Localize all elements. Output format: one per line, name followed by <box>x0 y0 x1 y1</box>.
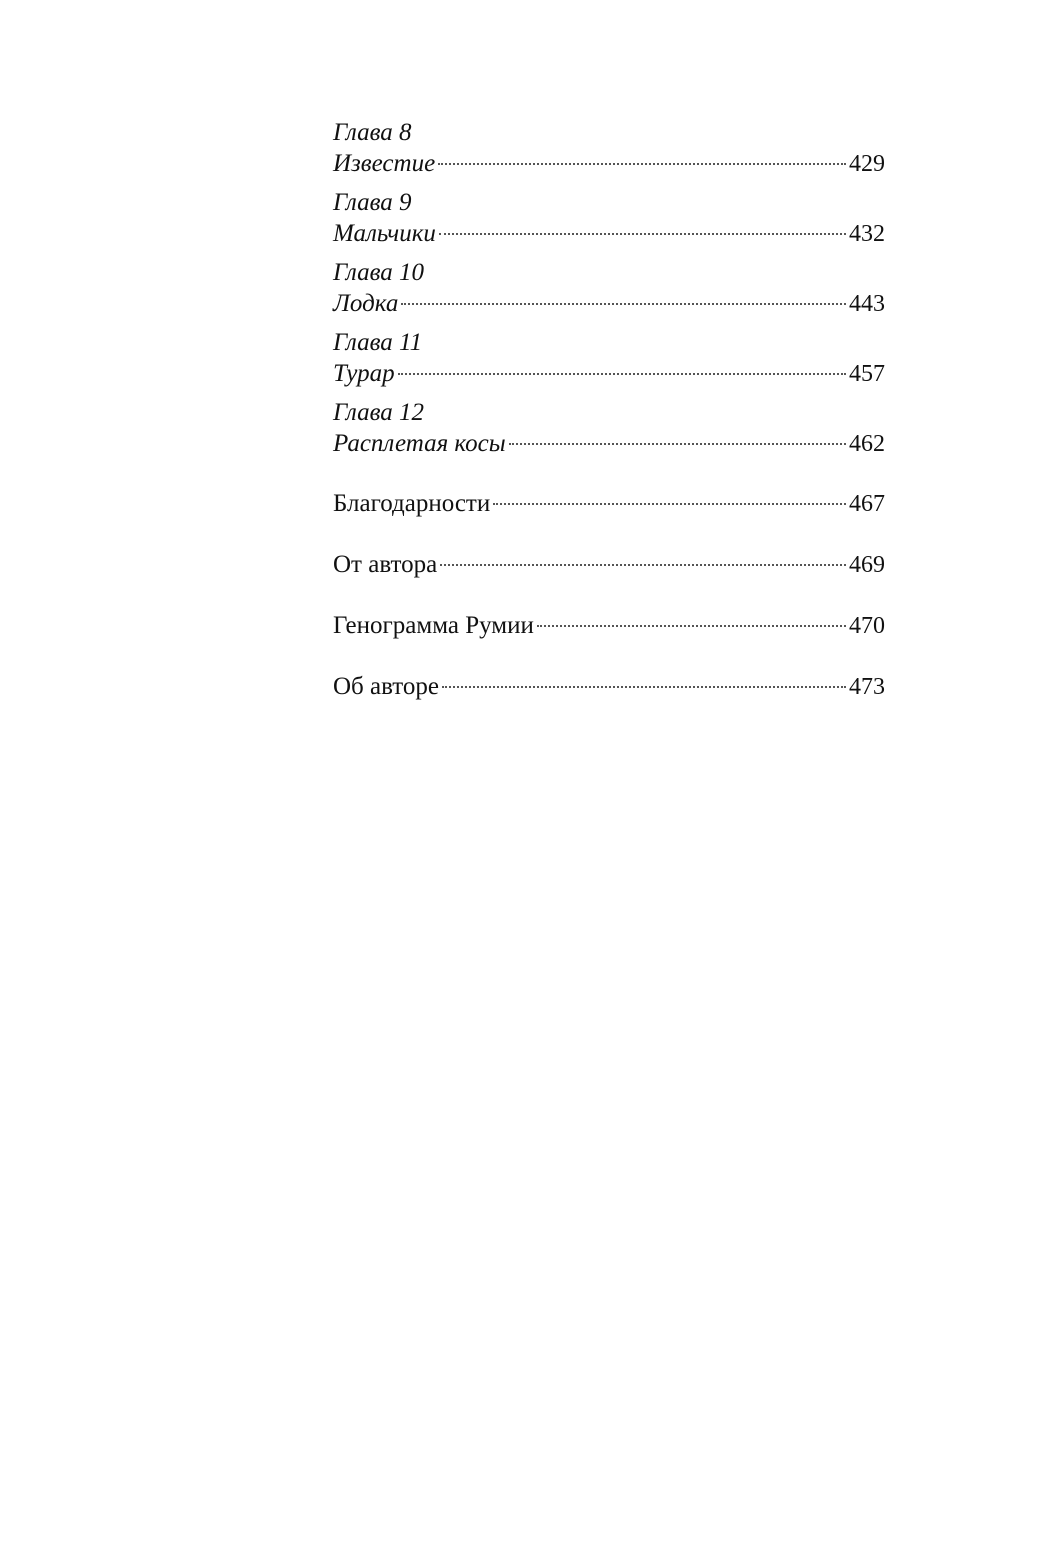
dot-leader <box>438 163 846 165</box>
toc-entry[interactable] <box>333 218 885 250</box>
section-title: Благодарности <box>333 490 491 517</box>
dot-leader <box>509 443 846 445</box>
page-number: 469 <box>849 552 885 578</box>
chapter-title: Турар <box>333 360 395 387</box>
chapter-title: Известие <box>333 150 436 177</box>
toc-chapter <box>333 398 885 460</box>
toc-section <box>333 486 885 521</box>
dot-leader <box>401 303 846 305</box>
toc-entry[interactable] <box>333 486 885 521</box>
page-number: 429 <box>849 151 885 177</box>
toc-chapter <box>333 258 885 320</box>
toc-section <box>333 608 885 643</box>
chapter-label: Глава 8 <box>333 119 412 146</box>
page-number: 432 <box>849 221 885 247</box>
chapter-label: Глава 11 <box>333 329 423 356</box>
chapter-label: Глава 9 <box>333 189 412 216</box>
chapter-label: Глава 10 <box>333 259 425 286</box>
page-number: 473 <box>849 674 885 700</box>
toc-chapter <box>333 118 885 180</box>
chapter-title: Мальчики <box>333 220 436 247</box>
dot-leader <box>493 503 846 505</box>
toc-entry[interactable] <box>333 547 885 582</box>
page-number: 467 <box>849 491 885 517</box>
table-of-contents <box>333 118 885 704</box>
toc-chapter <box>333 328 885 390</box>
section-title: Об авторе <box>333 673 439 700</box>
section-title: От автора <box>333 551 438 578</box>
toc-section <box>333 547 885 582</box>
toc-entry[interactable] <box>333 608 885 643</box>
toc-entry[interactable] <box>333 428 885 460</box>
toc-entry[interactable] <box>333 669 885 704</box>
dot-leader <box>439 233 846 235</box>
toc-entry[interactable] <box>333 358 885 390</box>
section-title: Генограмма Румии <box>333 612 534 639</box>
chapter-title: Расплетая косы <box>333 430 506 457</box>
chapter-label: Глава 12 <box>333 399 425 426</box>
toc-section <box>333 669 885 704</box>
toc-entry[interactable] <box>333 148 885 180</box>
page-number: 443 <box>849 291 885 317</box>
dot-leader <box>440 564 846 566</box>
dot-leader <box>442 686 846 688</box>
dot-leader <box>398 373 846 375</box>
chapter-title: Лодка <box>333 290 399 317</box>
page-number: 470 <box>849 613 885 639</box>
toc-entry[interactable] <box>333 288 885 320</box>
dot-leader <box>537 625 846 627</box>
page-number: 457 <box>849 361 885 387</box>
page-number: 462 <box>849 431 885 457</box>
toc-chapter <box>333 188 885 250</box>
